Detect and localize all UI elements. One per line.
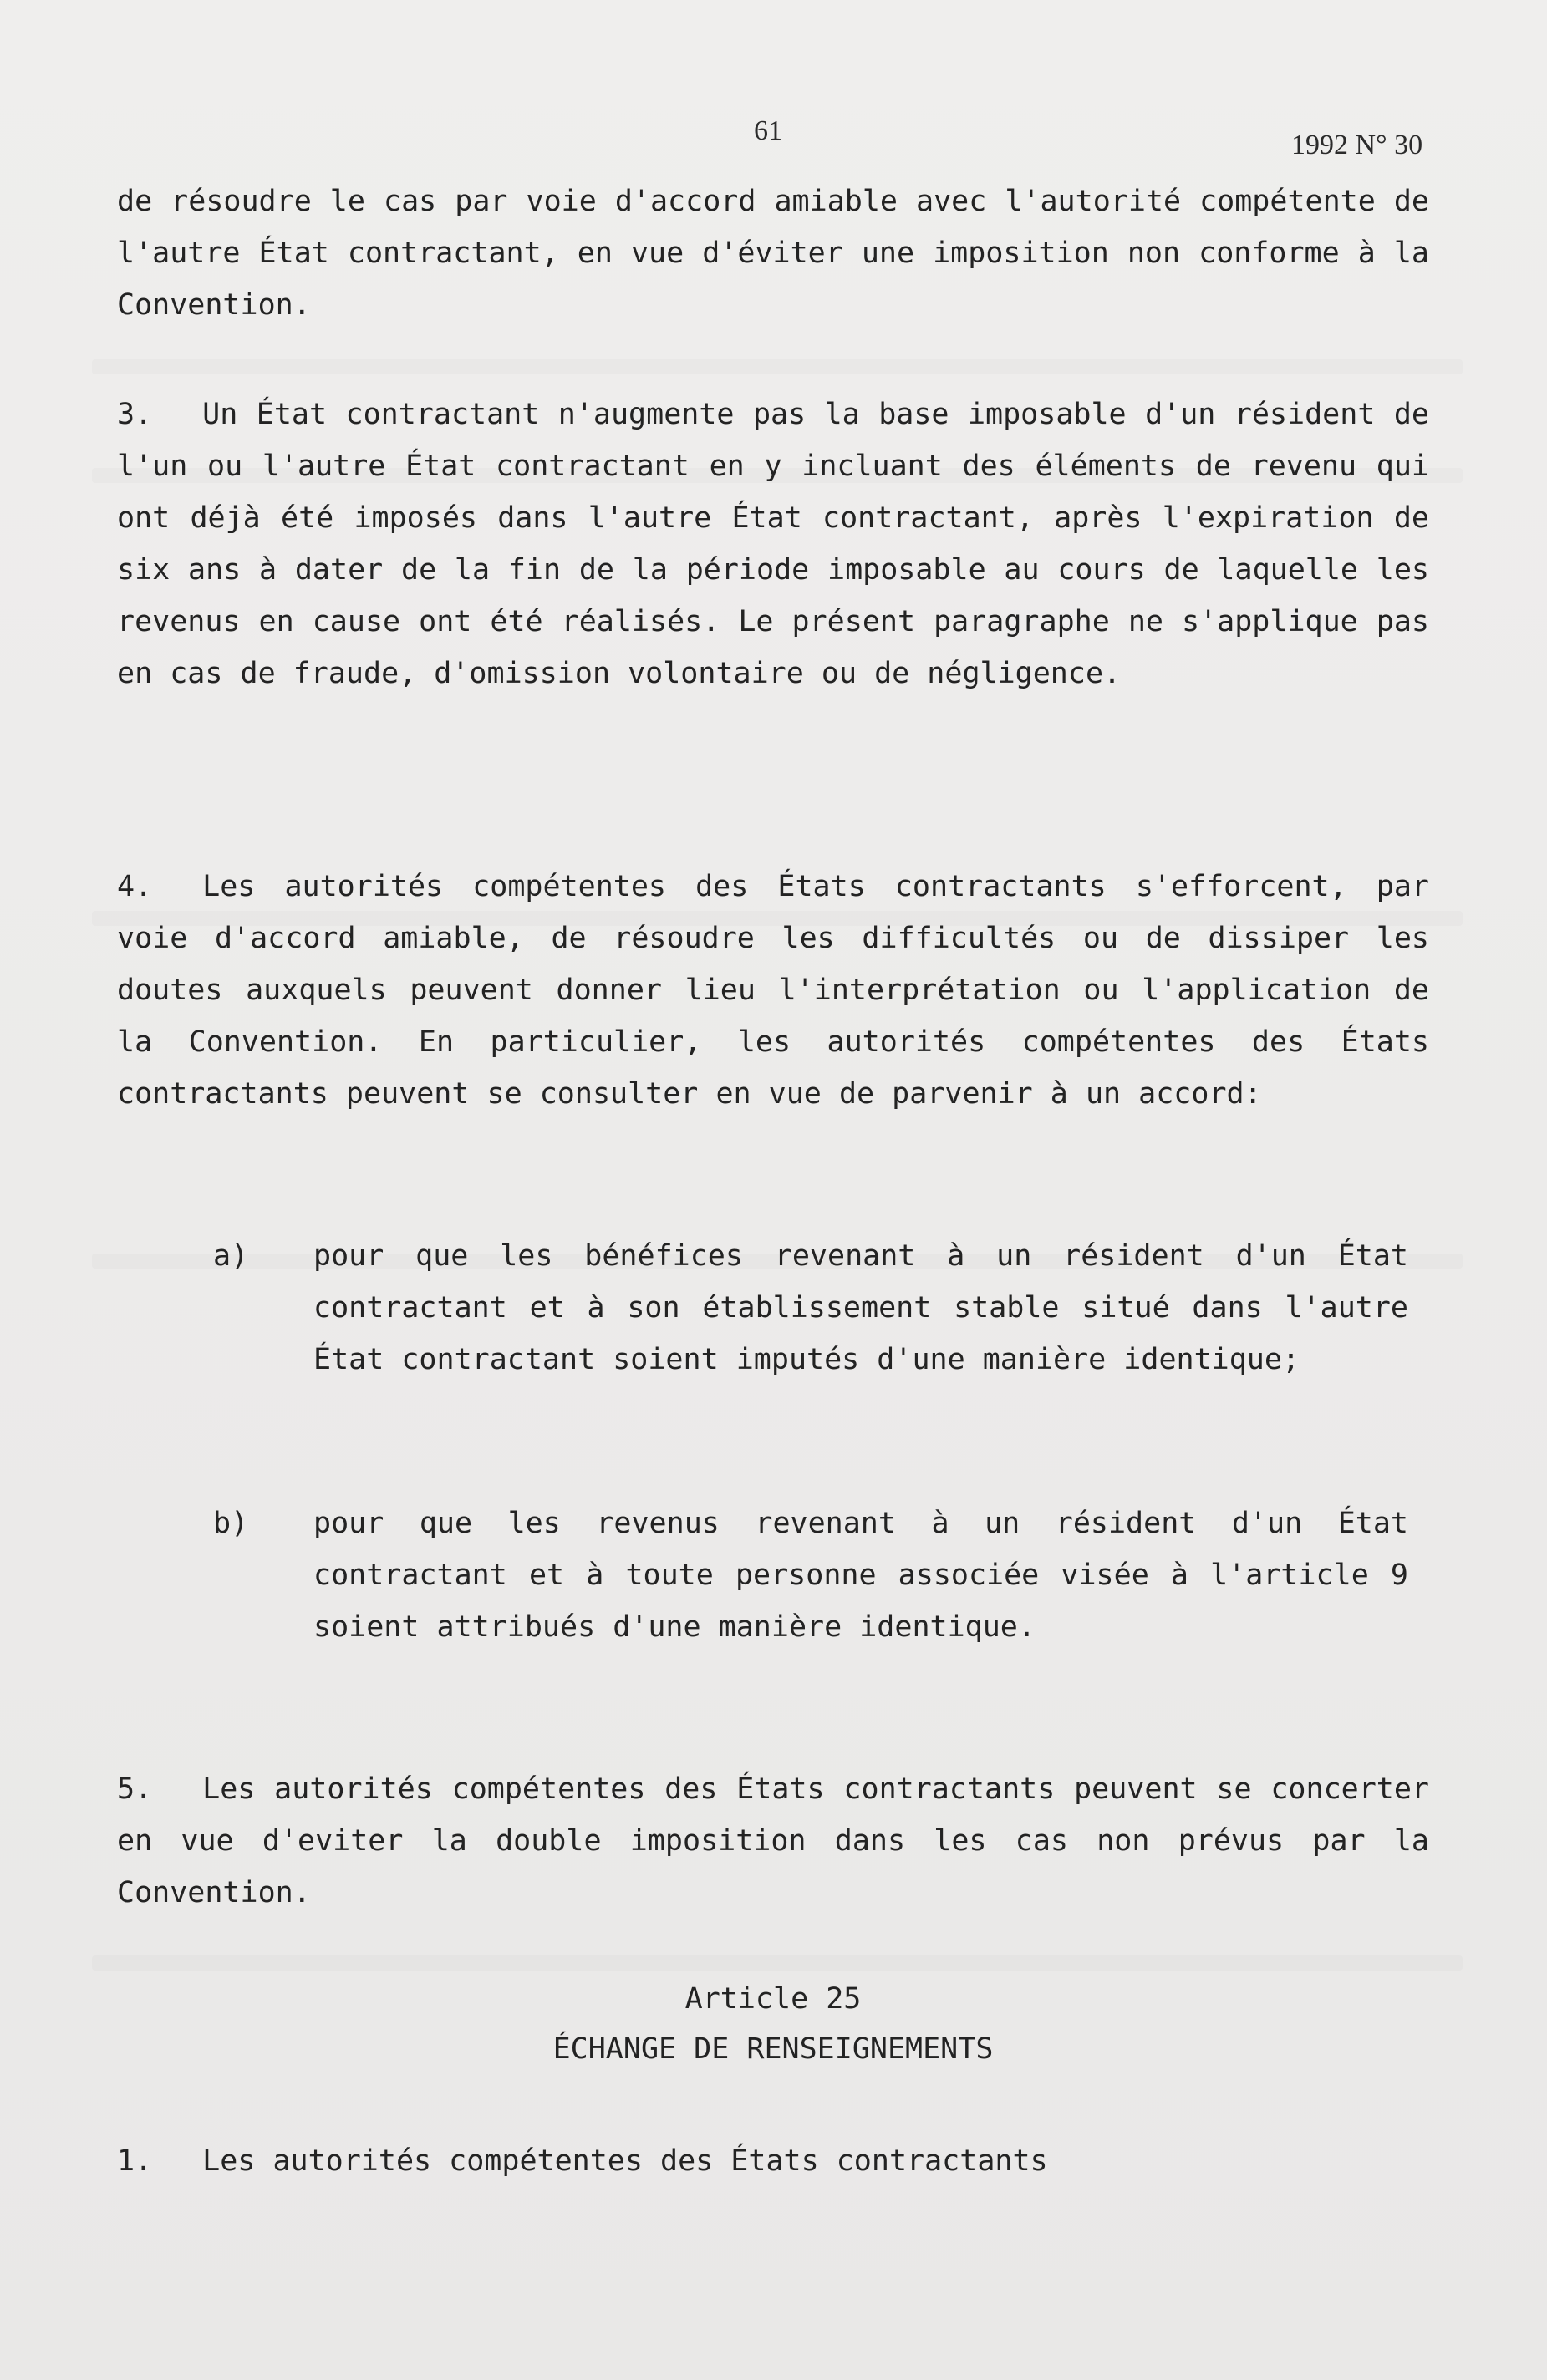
- paragraph-text: Les autorités compétentes des États contractants peuvent se concerter en vue d'eviter la double imposition dans les cas non prévus par la Convention.: [117, 1772, 1429, 1910]
- list-item-b: [213, 1498, 1408, 1653]
- paragraph-continuation: [117, 175, 1429, 331]
- paragraph-text: Les autorités compétentes des États contractants s'efforcent, par voie d'accord amiable, de résoudre les difficultés ou de dissiper les doutes auxquels peuvent donner lieu l'interprétation ou l'application de la Convention. En particulier, les autorités compétentes des États contractants peuvent se consulter en vue de parvenir à un accord:: [117, 870, 1429, 1111]
- article-paragraph-1: [117, 2135, 1429, 2187]
- document-reference: 1992 N° 30: [1291, 130, 1423, 160]
- paragraph-5: [117, 1763, 1429, 1919]
- paragraph-text: de résoudre le cas par voie d'accord amiable avec l'autorité compétente de l'autre État contractant, en vue d'éviter une imposition non conforme à la Convention.: [117, 185, 1429, 322]
- list-item-text: pour que les revenus revenant à un résident d'un État contractant et à toute personne associée visée à l'article 9 soient attribués d'une manière identique.: [313, 1507, 1408, 1644]
- list-marker: a): [213, 1239, 249, 1273]
- show-through-line: [92, 1955, 1463, 1971]
- article-subtitle: ÉCHANGE DE RENSEIGNEMENTS: [552, 2032, 994, 2066]
- paragraph-text: Les autorités compétentes des États contractants: [202, 2144, 1048, 2178]
- paragraph-text: Un État contractant n'augmente pas la base imposable d'un résident de l'un ou l'autre État contractant en y incluant des éléments de revenu qui ont déjà été imposés dans l'autre État contractant, après l'expiration de six ans à dater de la fin de la période imposable au cours de laquelle les revenus en cause ont été réalisés. Le présent paragraphe ne s'applique pas en cas de fraude, d'omission volontaire ou de négligence.: [117, 398, 1429, 690]
- paragraph-number: 5.: [117, 1772, 153, 1806]
- page-number: 61: [754, 115, 782, 146]
- show-through-line: [92, 359, 1463, 374]
- list-item-text: pour que les bénéfices revenant à un résident d'un État contractant et à son établissement stable situé dans l'autre État contractant soient imputés d'une manière identique;: [313, 1239, 1408, 1376]
- paragraph-3: [117, 389, 1429, 699]
- paragraph-number: 3.: [117, 398, 153, 431]
- paragraph-4: [117, 861, 1429, 1120]
- paragraph-number: 4.: [117, 870, 153, 903]
- list-marker: b): [213, 1507, 249, 1540]
- article-title: Article 25: [684, 1982, 862, 2016]
- paragraph-number: 1.: [117, 2144, 153, 2178]
- list-item-a: [213, 1230, 1408, 1386]
